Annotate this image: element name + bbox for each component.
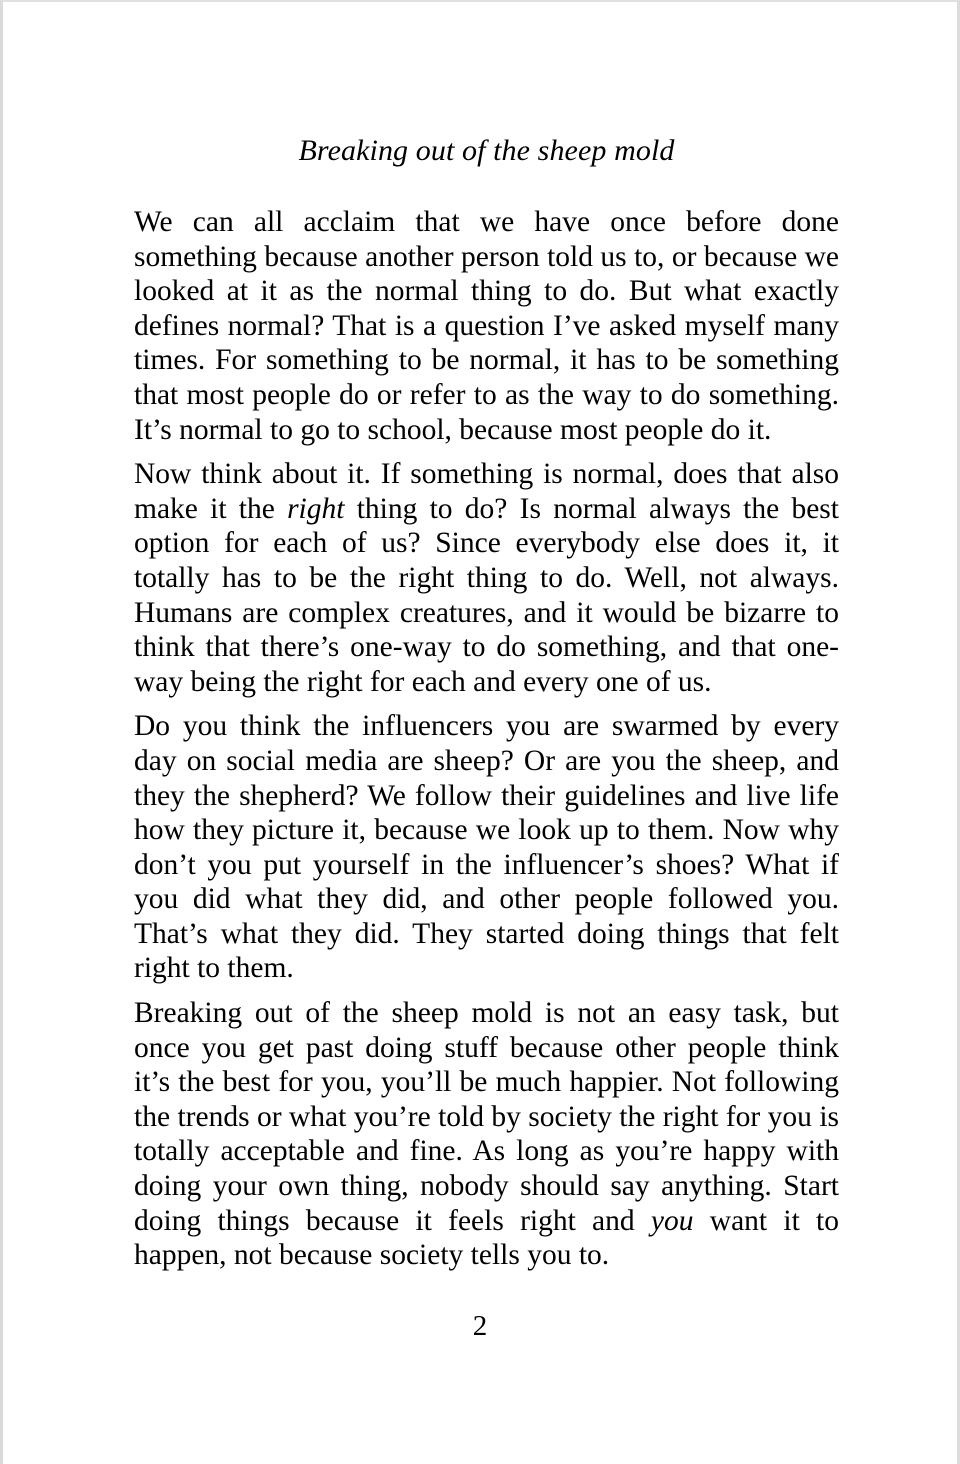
body-paragraph: Now think about it. If something is normal, does that also make it the right thing to do? Is normal always the best option for each of us? Since everybody else does it, it totally has to be the right thing to do. Well, not always. Humans are complex creatures, and it would be bizarre to think that there’s one-way to do something, and that one-way being the right for each and every one of us.: [134, 458, 839, 698]
body-paragraph: We can all acclaim that we have once before done something because another person told us to, or because we looked at it as the normal thing to do. But what exactly defines normal? That is a question I’ve asked myself many times. For something to be normal, it has to be something that most people do or refer to as the way to do something. It’s normal to go to school, because most people do it.: [134, 206, 839, 446]
page-content: [134, 2, 839, 1273]
emphasized-text: you: [650, 1204, 694, 1237]
page-number: 2: [472, 1310, 488, 1342]
chapter-title: Breaking out of the sheep mold: [298, 134, 675, 167]
emphasized-text: right: [287, 492, 345, 525]
body-paragraph: Do you think the influencers you are swarmed by every day on social media are sheep? Or are you the sheep, and they the shepherd? We follow their guidelines and live life how they picture it, because we look up to them. Now why don’t you put yourself in the influencer’s shoes? What if you did what they did, and other people followed you. That’s what they did. They started doing things that felt right to them.: [134, 710, 839, 985]
body-paragraph: Breaking out of the sheep mold is not an easy task, but once you get past doing stuff because other people think it’s the best for you, you’ll be much happier. Not following the trends or what you’re told by society the right for you is totally acceptable and fine. As long as you’re happy with doing your own thing, nobody should say anything. Start doing things because it feels right and you want it to happen, not because society tells you to.: [134, 997, 839, 1272]
